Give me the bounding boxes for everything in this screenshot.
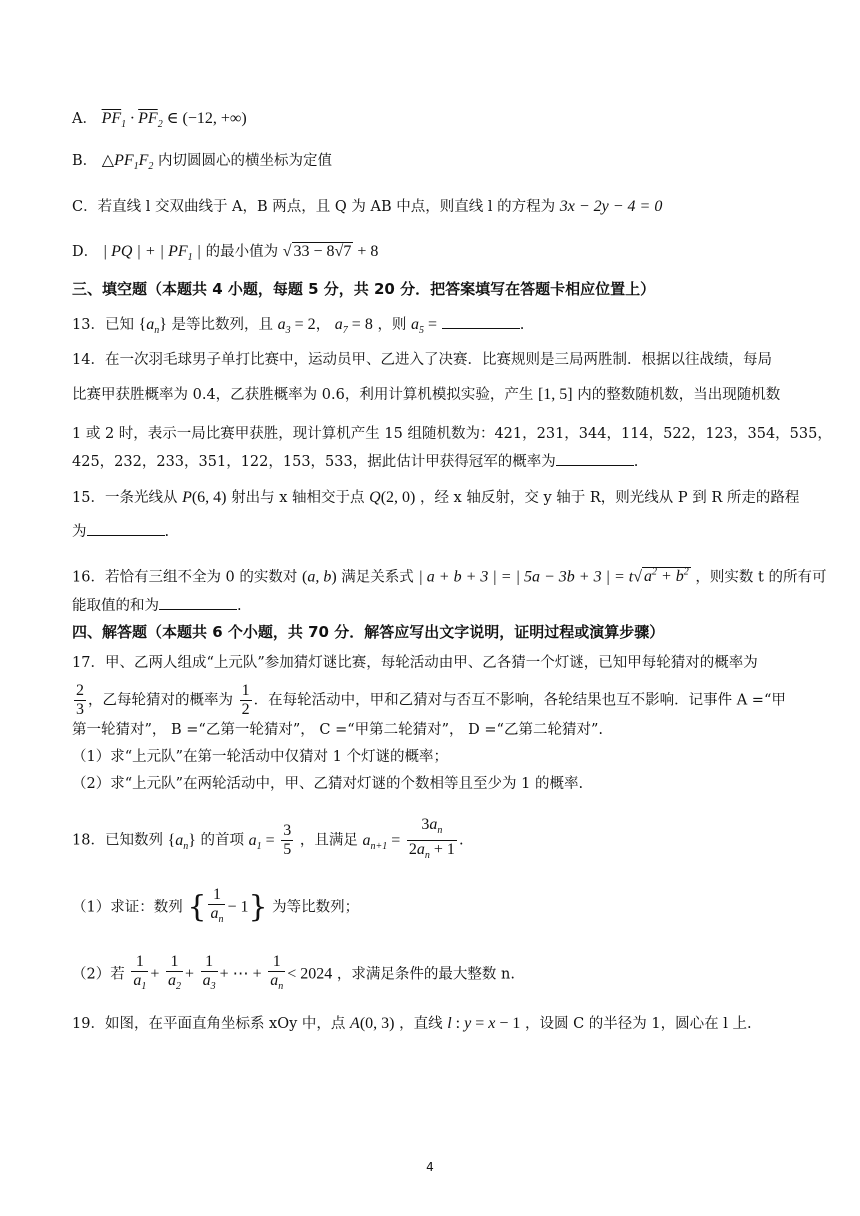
option-a-formula: $\overline{PF}_1 \cdot \overline{PF}_2$ ∈ (−12, +∞) [101,110,247,131]
question-17-line-1: 17．甲、乙两人组成“上元队”参加猜灯谜比赛，每轮活动由甲、乙各猜一个灯谜，已知甲每轮猜对的概率为 [72,655,758,671]
question-18-part-2: （2）若 $\frac{1}{a_1}$ + $\frac{1}{a_2}$ + $\frac{1}{a_3}$ + ⋯ + $\frac{1}{a_n}$ < 2024 ，求满足条件的最大整数 n. [72,953,515,993]
option-c: C．若直线 l 交双曲线于 A，B 两点，且 Q 为 AB 中点，则直线 l 的方程为 3x − 2y − 4 = 0 [72,198,663,215]
answer-blank[interactable] [442,314,520,329]
question-17-line-2: $\frac{2}{3}$ ，乙每轮猜对的概率为 $\frac{1}{2}$ ．在每轮活动中，甲和乙猜对与否互不影响，各轮结果也互不影响．记事件 A =“甲 [76,682,786,718]
answer-blank[interactable] [87,521,165,536]
answer-blank[interactable] [556,451,634,466]
answer-blank[interactable] [159,595,237,610]
question-17-line-3: 第一轮猜对”， B =“乙第一轮猜对”， C =“甲第二轮猜对”， D =“乙第二轮猜对”. [72,722,603,738]
question-17-part-2: （2）求“上元队”在两轮活动中，甲、乙猜对灯谜的个数相等且至少为 1 的概率. [72,776,584,792]
section-3-heading: 三、填空题（本题共 4 小题，每题 5 分，共 20 分．把答案填写在答题卡相应位置上） [72,280,656,298]
option-d: D． | PQ | + | $PF_1$ | 的最小值为 √ 33 − 8√7 + 8 [72,243,379,264]
question-16-line-1: 16．若恰有三组不全为 0 的实数对 (a, b) 满足关系式 | a + b + 3 | = | 5a − 3b + 3 | = t√ $a^2 + b^2$ ，则实数 t 的所有可 [72,567,827,586]
question-14-line-2: 比赛甲获胜概率为 0.4，乙获胜概率为 0.6，利用计算机模拟实验，产生 [1, 5] 内的整数随机数，当出现随机数 [72,386,781,403]
question-17-part-1: （1）求“上元队”在第一轮活动中仅猜对 1 个灯谜的概率； [72,749,448,765]
question-14-line-4: 425，232，233，351，122，153，533，据此估计甲获得冠军的概率为 . [72,451,638,473]
question-13: 13．已知 $\{a_n\}$ 是等比数列，且 $a_3 = 2$， $a_7 = 8$ ，则 $a_5$ = . [72,316,525,337]
option-b: B． $\triangle PF_1F_2$ 内切圆圆心的横坐标为定值 [72,152,333,173]
question-14-line-3: 1 或 2 时，表示一局比赛甲获胜，现计算机产生 15 组随机数为：421，231，344，114，522，123，354，535， [72,426,832,442]
question-16-line-2: 能取值的和为 . [72,595,242,617]
question-15-line-1: 15．一条光线从 P(6, 4) 射出与 x 轴相交于点 Q(2, 0) ，经 x 轴反射，交 y 轴于 R，则光线从 P 到 R 所走的路程 [72,489,800,506]
option-a: A． $\overline{PF}_1 \cdot \overline{PF}_2$ ∈ (−12, +∞) [72,110,247,131]
question-14-line-1: 14．在一次羽毛球男子单打比赛中，运动员甲、乙进入了决赛．比赛规则是三局两胜制．根据以往战绩，每局 [72,352,772,368]
question-18-line-1: 18．已知数列 $\{a_n\}$ 的首项 $a_1$ = $\frac{3}{5}$ ，且满足 $a_{n+1}$ = $\frac{3a_n}{2a_n + 1}$ . [72,816,464,862]
question-18-part-1: （1）求证：数列 { $\frac{1}{a_n}$ − 1} 为等比数列； [72,886,360,926]
page-number: 4 [426,1160,434,1174]
section-4-heading: 四、解答题（本题共 6 个小题，共 70 分．解答应写出文字说明，证明过程或演算步骤） [72,623,665,641]
question-19: 19．如图，在平面直角坐标系 xOy 中，点 A(0, 3) ，直线 l : y = x − 1 ，设圆 C 的半径为 1，圆心在 l 上. [72,1015,752,1032]
question-15-line-2: 为 . [72,521,169,543]
